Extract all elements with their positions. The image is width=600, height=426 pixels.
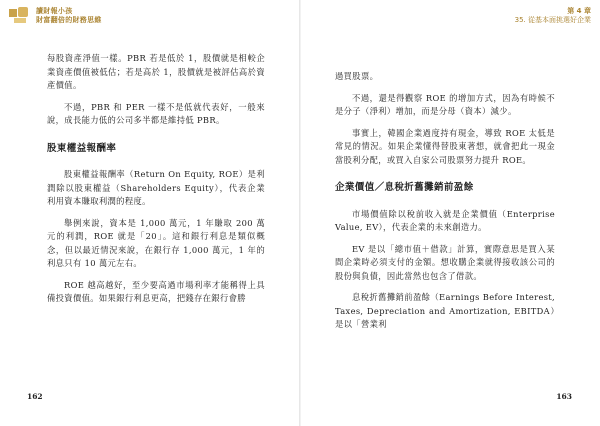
running-head-chapter: 第 4 章 <box>567 7 591 15</box>
book-logo-icon <box>9 7 31 25</box>
paragraph: 息稅折舊攤銷前盈餘（Earnings Before Interest, Taxes, Depreciation and Amortization, EBITDA）是以「營業利 <box>335 292 555 329</box>
section-heading: 企業價值／息稅折舊攤銷前盈餘 <box>335 182 474 193</box>
left-page-body <box>47 52 265 314</box>
paragraph: EV 是以「總市值＋借款」計算，實際意思是買入某間企業時必須支付的金額。想收購企業就得接收該公司的股份與負債，因此當然也包含了借款。 <box>335 243 555 281</box>
running-head-left-line2: 財富翻倍的財務思維 <box>36 16 102 24</box>
running-head-section: 35. 從基本面挑選好企業 <box>514 16 591 24</box>
paragraph: 市場價值除以稅前收入就是企業價值（Enterprise Value, EV），代表企業的未來創造力。 <box>335 208 555 232</box>
paragraph: 舉例來說，資本是 1,000 萬元，1 年賺取 200 萬元的利潤，ROE 就是「20」。這和銀行利息是類似概念，但以最近情況來說，在銀行存 1,000 萬元，1 年的利息只有 10 萬元左右。 <box>47 217 265 268</box>
page-number-right: 163 <box>556 392 572 401</box>
running-head-left-titles <box>36 7 102 25</box>
running-head-left <box>9 7 102 25</box>
page-number-left: 162 <box>27 392 43 401</box>
paragraph: 事實上，韓國企業過度持有現金，導致 ROE 太低是常見的情況。如果企業懂得替股東著想，就會把此一現金當股利分配，或買入自家公司股票努力提升 ROE。 <box>335 127 555 165</box>
paragraph: ROE 越高越好，至少要高過市場利率才能稱得上具備投資價值。如果銀行利息更高，把錢存在銀行會勝 <box>47 279 265 303</box>
paragraph: 不過，還是得觀察 ROE 的增加方式，因為有時候不是分子（淨利）增加，而是分母（資本）減少。 <box>335 92 555 116</box>
paragraph: 股東權益報酬率（Return On Equity, ROE）是利潤除以股東權益（Shareholders Equity），代表企業利用資本賺取利潤的程度。 <box>47 169 265 206</box>
section-heading: 股東權益報酬率 <box>47 142 117 154</box>
paragraph: 過買股票。 <box>335 71 379 81</box>
book-gutter <box>299 0 301 426</box>
running-head-left-line1: 讀財報小孩 <box>36 7 73 15</box>
paragraph: 每股資產淨值一樣。PBR 若是低於 1，股價就是相較企業資產價值被低估；若是高於 1，股價就是被評估高於資產價值。 <box>47 53 265 90</box>
running-head-right <box>515 7 591 25</box>
paragraph: 不過，PBR 和 PER 一樣不是低就代表好，一般來說，成長能力低的公司多半都是維持低 PBR。 <box>47 101 265 125</box>
right-page-body <box>335 70 555 340</box>
